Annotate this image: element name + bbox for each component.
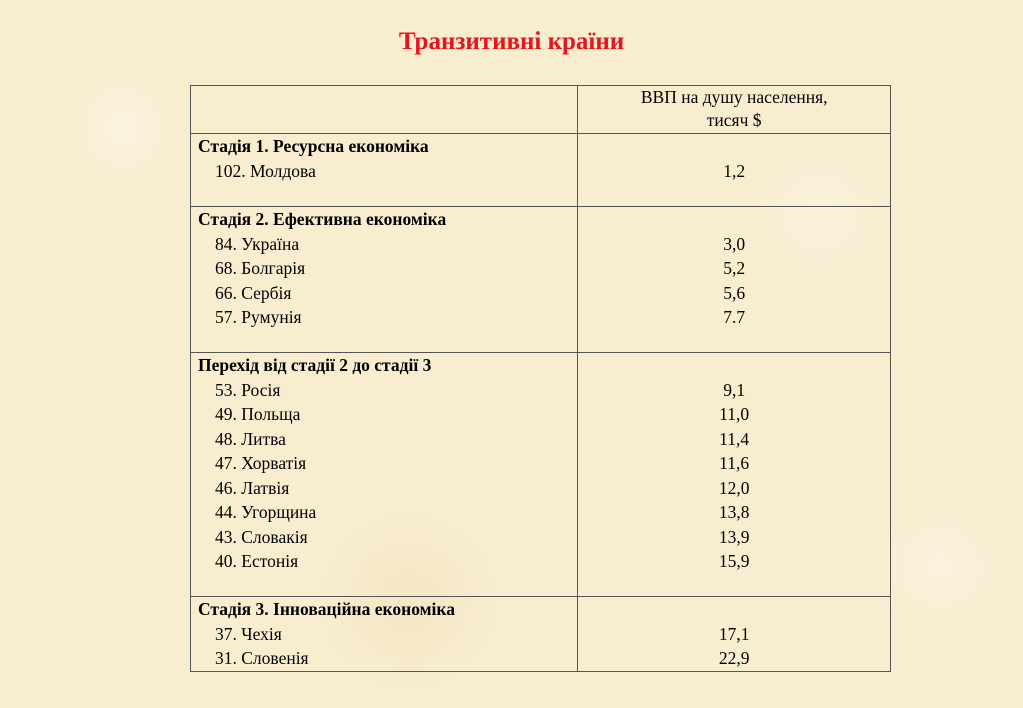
country-name: 84. Україна (215, 233, 300, 254)
country-name: 68. Болгарія (215, 258, 306, 278)
country-name: 31. Словенія (215, 648, 309, 668)
gdp-value: 15,9 (718, 551, 750, 571)
gdp-value: 11,0 (719, 404, 750, 424)
header-cell-empty (191, 86, 578, 134)
group-countries-cell (191, 207, 578, 353)
gdp-value: 11,6 (719, 453, 750, 473)
transition-countries-table (190, 85, 891, 672)
gdp-value: 12,0 (718, 477, 750, 498)
gdp-value: 7.7 (723, 307, 746, 327)
header-cell-gdp (578, 86, 891, 134)
country-name: 37. Чехія (215, 623, 282, 644)
header-gdp-line2: тисяч $ (706, 110, 762, 130)
stage-label: Перехід від стадії 2 до стадії 3 (198, 355, 432, 375)
group-values-cell (578, 134, 891, 207)
country-name: 53. Росія (215, 379, 281, 400)
group-values-cell (578, 597, 891, 672)
table-group-stage-1 (191, 134, 891, 207)
gdp-value: 22,9 (718, 648, 750, 668)
stage-label: Стадія 1. Ресурсна економіка (198, 136, 429, 156)
group-countries-cell (191, 134, 578, 207)
header-gdp-line1: ВВП на душу населення, (640, 87, 828, 107)
table-group-stage-3 (191, 597, 891, 672)
group-countries-cell (191, 353, 578, 597)
gdp-value: 1,2 (723, 160, 746, 181)
country-name: 57. Румунія (215, 307, 302, 327)
group-values-cell (578, 207, 891, 353)
gdp-value: 13,9 (718, 526, 750, 547)
country-name: 46. Латвія (215, 477, 290, 498)
gdp-value: 3,0 (723, 233, 746, 254)
country-name: 40. Естонія (215, 551, 299, 571)
slide-title: Транзитивні країни (398, 28, 625, 55)
gdp-value: 5,6 (723, 282, 746, 303)
group-values-cell (578, 353, 891, 597)
gdp-value: 5,2 (723, 258, 746, 278)
stage-label: Стадія 3. Інноваційна економіка (198, 599, 455, 619)
table-group-stage-2 (191, 207, 891, 353)
country-name: 43. Словакія (215, 526, 308, 547)
table-header-row (191, 86, 891, 134)
stage-label: Стадія 2. Ефективна економіка (198, 209, 447, 229)
gdp-value: 11,4 (719, 428, 750, 449)
country-name: 102. Молдова (215, 160, 316, 181)
gdp-value: 17,1 (718, 623, 750, 644)
country-name: 66. Сербія (215, 282, 292, 303)
table-group-transition-2-3 (191, 353, 891, 597)
country-name: 48. Литва (215, 428, 286, 449)
group-countries-cell (191, 597, 578, 672)
country-name: 49. Польща (215, 404, 301, 424)
country-name: 44. Угорщина (215, 502, 317, 522)
gdp-value: 9,1 (723, 379, 746, 400)
gdp-value: 13,8 (718, 502, 750, 522)
country-name: 47. Хорватія (215, 453, 307, 473)
